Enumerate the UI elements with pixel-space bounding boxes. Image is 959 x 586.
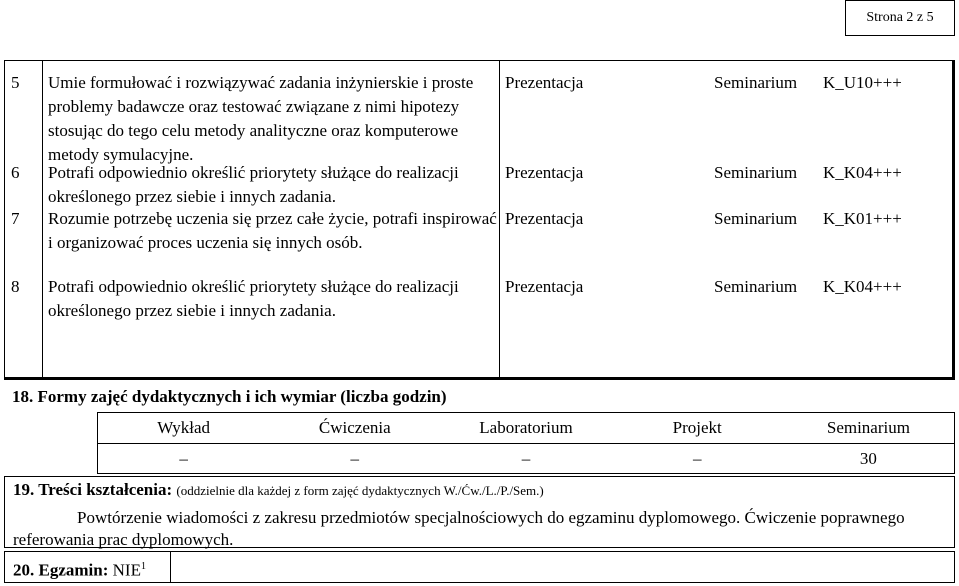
outcome-method: Prezentacja	[505, 163, 584, 182]
hours-value: –	[692, 449, 702, 468]
section-18	[4, 383, 955, 413]
hours-value: 30	[859, 449, 877, 468]
hours-header: Wykład	[157, 418, 210, 437]
section-18-title: 18. Formy zajęć dydaktycznych i ich wymiar (liczba godzin)	[12, 387, 447, 406]
outcome-method: Prezentacja	[505, 73, 584, 92]
outcome-form: Seminarium	[714, 73, 798, 92]
exam-cell	[5, 552, 171, 582]
section-20	[4, 551, 955, 583]
outcome-number: 6	[11, 163, 20, 182]
outcome-code: K_K01+++	[823, 209, 902, 228]
hours-header: Projekt	[672, 418, 722, 437]
outcome-number: 8	[11, 277, 20, 296]
hours-value: –	[521, 449, 531, 468]
outcome-form: Seminarium	[714, 163, 798, 182]
hours-value: –	[179, 449, 188, 468]
outcome-code: K_K04+++	[823, 277, 902, 296]
exam-label: 20. Egzamin:	[13, 560, 109, 580]
hours-value: –	[350, 449, 360, 468]
outcome-code: K_U10+++	[823, 73, 902, 92]
outcome-description: Rozumie potrzebę uczenia się przez całe życie, potrafi inspirować i organizować proces uczenia się innych osób.	[48, 209, 497, 252]
outcome-number: 7	[11, 209, 20, 228]
outcome-description: Umie formułować i rozwiązywać zadania inżynierskie i proste problemy badawcze oraz testować związane z nimi hipotezy stosując do tego celu metody analityczne oraz komputerowe metody symulacyjne.	[48, 73, 474, 164]
outcome-description: Potrafi odpowiednio określić priorytety służące do realizacji określonego przez siebie i innych zadania.	[48, 163, 459, 206]
outcome-description: Potrafi odpowiednio określić priorytety służące do realizacji określonego przez siebie i innych zadania.	[48, 277, 459, 320]
outcome-row	[5, 71, 952, 167]
exam-value: NIE	[112, 560, 141, 580]
hours-value-row	[98, 444, 954, 474]
outcome-method: Prezentacja	[505, 277, 584, 296]
learning-outcomes-table	[4, 60, 955, 380]
section-19-note: (oddzielnie dla każdej z form zajęć dydaktycznych W./Ćw./L./P./Sem.)	[176, 483, 544, 498]
page-number-label: Strona 2 z 5	[845, 0, 955, 36]
section-19	[4, 476, 955, 548]
section-19-title: 19. Treści kształcenia:	[13, 480, 173, 499]
hours-header: Ćwiczenia	[318, 418, 391, 437]
outcome-form: Seminarium	[714, 209, 798, 228]
outcome-method: Prezentacja	[505, 209, 584, 228]
exam-footnote: 1	[140, 561, 146, 572]
hours-table	[97, 412, 955, 474]
hours-header: Laboratorium	[479, 418, 573, 437]
outcome-code: K_K04+++	[823, 163, 902, 182]
hours-header: Seminarium	[826, 418, 910, 437]
hours-header-row	[98, 413, 954, 444]
outcome-number: 5	[11, 73, 20, 92]
section-19-heading	[13, 480, 544, 500]
outcome-form: Seminarium	[714, 277, 798, 296]
section-19-body: Powtórzenie wiadomości z zakresu przedmiotów specjalnościowych do egzaminu dyplomowego. Ćwiczenie poprawnego referowania prac dyplomowych.	[13, 508, 905, 549]
